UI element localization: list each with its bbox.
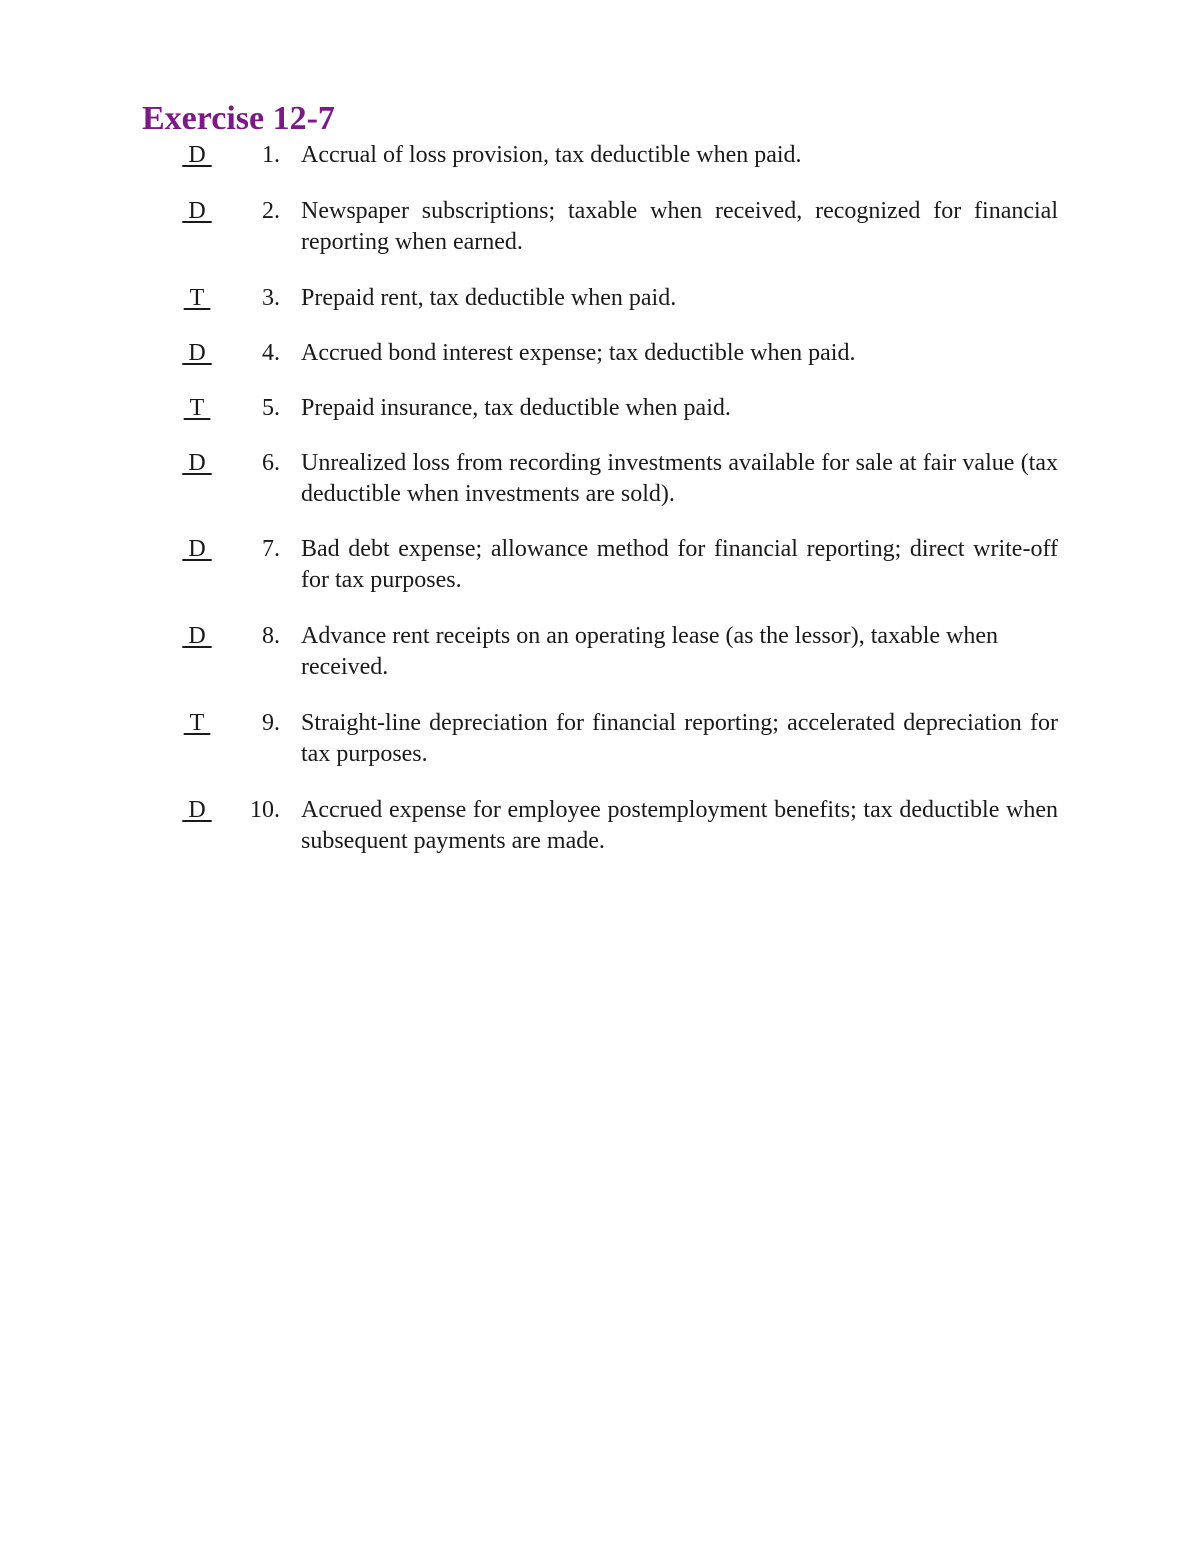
item-text: Accrual of loss provision, tax deductible when paid. <box>301 142 802 168</box>
item-text: Accrued expense for employee postemployment benefits; tax deductible when subsequent payments are made. <box>301 797 1058 854</box>
answer-blank: T <box>183 395 211 421</box>
item-number: 2. <box>262 198 280 224</box>
answer-blank: D <box>182 450 212 476</box>
answer-blank: D <box>182 198 212 224</box>
item-text: Advance rent receipts on an operating lease (as the lessor), taxable when received. <box>301 623 999 680</box>
answer-blank: D <box>182 536 212 562</box>
item-text: Straight-line depreciation for financial reporting; accelerated depreciation for tax purposes. <box>301 710 1058 767</box>
item-text: Newspaper subscriptions; taxable when received, recognized for financial reporting when earned. <box>301 198 1058 255</box>
item-number: 5. <box>262 395 280 421</box>
item-number: 10. <box>250 797 280 823</box>
answer-blank: D <box>182 142 212 168</box>
item-number: 8. <box>262 623 280 649</box>
exercise-title: Exercise 12-7 <box>142 100 335 137</box>
item-text: Bad debt expense; allowance method for financial reporting; direct write-off for tax purposes. <box>301 536 1058 593</box>
item-text: Accrued bond interest expense; tax deductible when paid. <box>301 340 856 366</box>
item-text: Prepaid rent, tax deductible when paid. <box>301 285 677 311</box>
item-text: Prepaid insurance, tax deductible when paid. <box>301 395 731 421</box>
item-number: 4. <box>262 340 280 366</box>
item-text: Unrealized loss from recording investments available for sale at fair value (tax deductible when investments are sold). <box>301 450 1058 507</box>
answer-blank: D <box>182 623 212 649</box>
item-number: 3. <box>262 285 280 311</box>
answer-blank: D <box>182 340 212 366</box>
answer-blank: T <box>183 710 211 736</box>
item-number: 6. <box>262 450 280 476</box>
item-number: 1. <box>262 142 280 168</box>
answer-blank: D <box>182 797 212 823</box>
item-number: 7. <box>262 536 280 562</box>
answer-blank: T <box>183 285 211 311</box>
item-number: 9. <box>262 710 280 736</box>
